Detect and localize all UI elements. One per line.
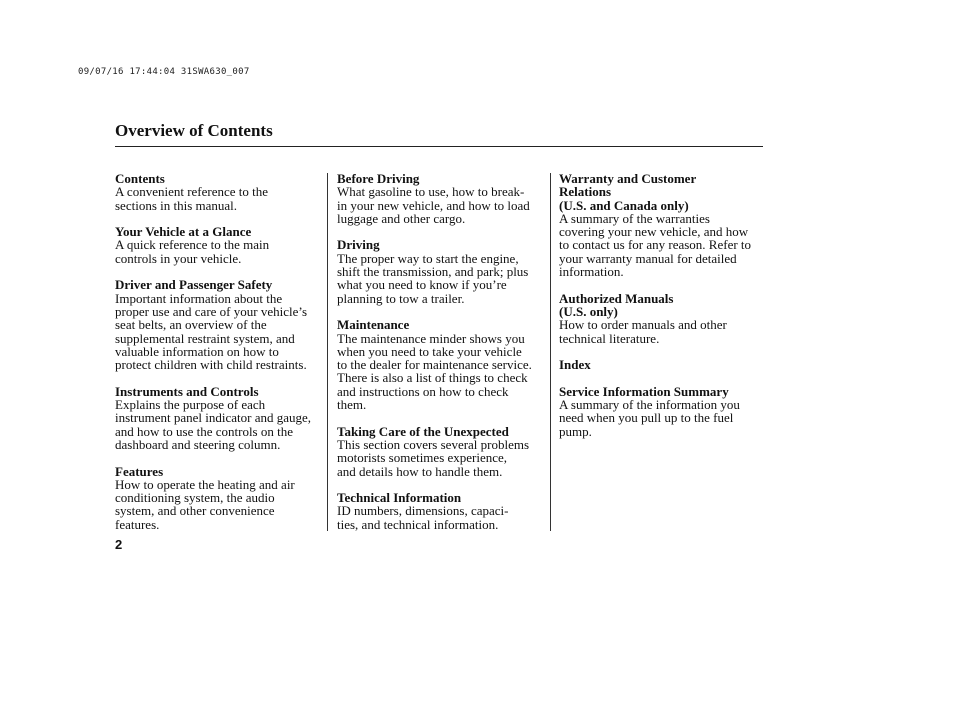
- section-description: How to order manuals and other technical literature.: [559, 317, 727, 346]
- section-description: A quick reference to the main controls in your vehicle.: [115, 237, 270, 266]
- section-description: This section covers several problems motorists sometimes experience, and details how to handle them.: [337, 436, 530, 479]
- section-heading: Maintenance: [337, 317, 410, 333]
- section-driver-passenger-safety[interactable]: [115, 278, 327, 371]
- section-technical-information[interactable]: [337, 491, 549, 531]
- title-rule: [115, 146, 763, 147]
- section-contents[interactable]: [115, 172, 327, 212]
- section-authorized-manuals[interactable]: [559, 292, 765, 345]
- section-heading: Driver and Passenger Safety: [115, 277, 273, 293]
- section-description: Important information about the proper use and care of your vehicle’s seat belts, an overview of the supplemental restraint system, and valuable information on how to protect children with child restraints.: [115, 290, 308, 373]
- section-before-driving[interactable]: [337, 172, 549, 225]
- section-description: A summary of the information you need when you pull up to the fuel pump.: [559, 397, 740, 439]
- contents-column-2: [337, 172, 549, 544]
- section-description: How to operate the heating and air conditioning system, the audio system, and other convenience features.: [115, 476, 295, 532]
- section-heading: Service Information Summary: [559, 383, 729, 399]
- column-divider: [550, 173, 551, 531]
- section-heading: Authorized Manuals (U.S. only): [559, 290, 674, 319]
- section-heading: Your Vehicle at a Glance: [115, 224, 252, 240]
- section-description: The maintenance minder shows you when you need to take your vehicle to the dealer for maintenance service. There is also a list of things to check and instructions on how to check them.: [337, 330, 532, 413]
- section-driving[interactable]: [337, 238, 549, 304]
- section-features[interactable]: [115, 465, 327, 531]
- section-heading: Instruments and Controls: [115, 383, 259, 399]
- column-divider: [327, 173, 328, 531]
- contents-column-3: [559, 172, 765, 451]
- section-heading: Index: [559, 357, 591, 373]
- section-heading: Taking Care of the Unexpected: [337, 423, 509, 439]
- section-description: What gasoline to use, how to break- in your new vehicle, and how to load luggage and other cargo.: [337, 184, 530, 226]
- section-heading: Contents: [115, 171, 165, 186]
- section-warranty-customer-relations[interactable]: [559, 172, 765, 278]
- section-taking-care-unexpected[interactable]: [337, 425, 549, 478]
- section-description: The proper way to start the engine, shift the transmission, and park; plus what you need to know if you’re planning to tow a trailer.: [337, 250, 529, 306]
- section-heading: Technical Information: [337, 490, 462, 506]
- page-title: Overview of Contents: [115, 121, 273, 140]
- section-instruments-controls[interactable]: [115, 385, 327, 451]
- section-heading: Before Driving: [337, 171, 420, 186]
- section-heading: Driving: [337, 237, 380, 253]
- section-description: A summary of the warranties covering your new vehicle, and how to contact us for any reason. Refer to your warranty manual for detailed information.: [559, 210, 752, 280]
- section-vehicle-at-a-glance[interactable]: [115, 225, 327, 265]
- page-number: 2: [115, 537, 123, 552]
- section-service-information-summary[interactable]: [559, 385, 765, 438]
- section-index[interactable]: [559, 358, 765, 371]
- section-description: A convenient reference to the sections in this manual.: [115, 184, 269, 213]
- section-heading: Warranty and Customer Relations (U.S. and Canada only): [559, 171, 697, 213]
- section-description: ID numbers, dimensions, capaci- ties, and technical information.: [337, 503, 509, 532]
- print-timestamp: 09/07/16 17:44:04 31SWA630_007: [78, 67, 250, 77]
- section-heading: Features: [115, 463, 164, 479]
- contents-column-1: [115, 172, 327, 544]
- section-description: Explains the purpose of each instrument panel indicator and gauge, and how to use the controls on the dashboard and steering column.: [115, 397, 312, 452]
- section-maintenance[interactable]: [337, 318, 549, 411]
